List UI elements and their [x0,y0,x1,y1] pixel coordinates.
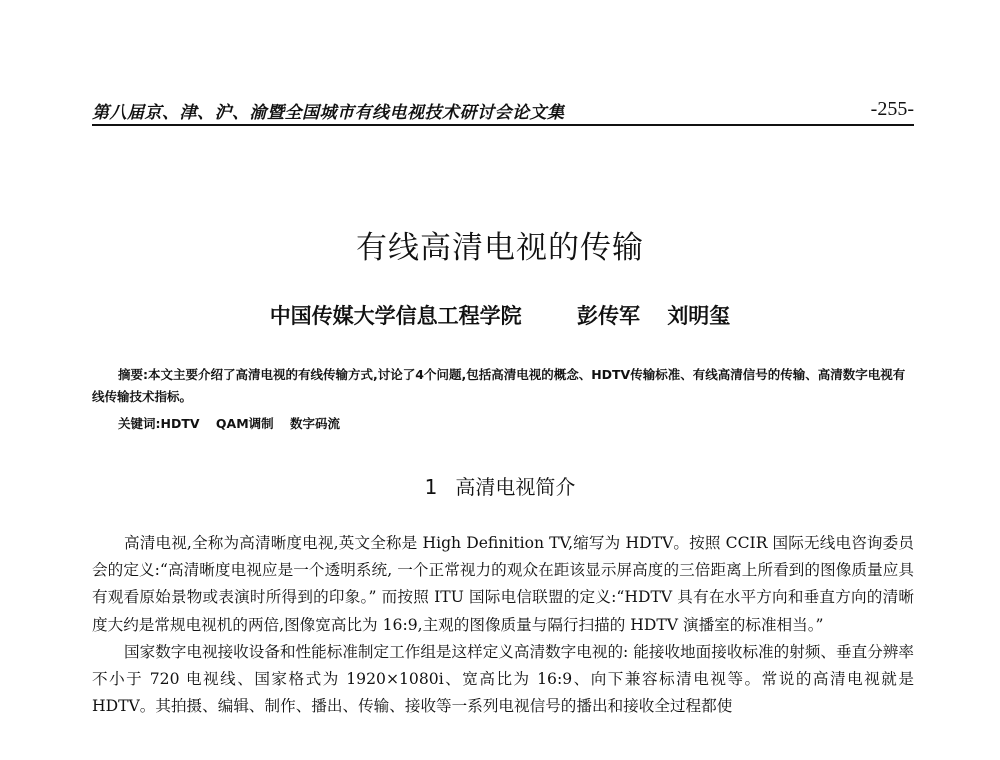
keyword: HDTV [160,416,200,431]
journal-title: 第八届京、津、沪、渝暨全国城市有线电视技术研讨会论文集 [92,103,565,123]
keyword: 数字码流 [290,416,341,431]
section-heading [0,471,1000,500]
abstract: 摘要:本文主要介绍了高清电视的有线传输方式,讨论了4个问题,包括高清电视的概念、HDTV传输标准、有线高清信号的传输、高清数字电视有线传输技术指标。 [92,367,906,404]
author-name: 刘明玺 [667,304,731,328]
section-number: 1 [424,475,438,499]
keywords [118,414,914,434]
keywords-label: 关键词: [118,416,161,431]
paper-title: 有线高清电视的传输 [356,230,644,266]
running-header [92,98,914,126]
body-text [92,530,914,720]
paragraph: 高清电视,全称为高清晰度电视,英文全称是 High Definition TV,缩写为 HDTV。按照 CCIR 国际无线电咨询委员会的定义:“高清晰度电视应是一个透明系统, 一个正常视力的观众在距该显示屏高度的三倍距离上所看到的图像质量应具有观看原始景物或表演时所得到的印象。” 而按照 ITU 国际电信联盟的定义:“HDTV 具有在水平方向和垂直方向的清晰度大约是常规电视机的两倍,图像宽高比为 16:9,主观的图像质量与隔行扫描的 HDTV 演播室的标准相当。” [92,534,914,634]
section-title: 高清电视简介 [455,475,576,499]
byline [0,300,1000,330]
author-name: 彭传军 [577,304,640,328]
keyword: QAM调制 [215,416,274,431]
page-number: -255- [870,98,914,120]
paragraph: 国家数字电视接收设备和性能标准制定工作组是这样定义高清数字电视的: 能接收地面接收标准的射频、垂直分辨率不小于 720 电视线、国家格式为 1920×1080i、宽高比为 16:9、向下兼容标清电视等。常说的高清电视就是 HDTV。其拍摄、编辑、制作、播出、传输、接收等一系列电视信号的播出和接收全过程都使 [92,642,914,716]
institution: 中国传媒大学信息工程学院 [269,304,522,328]
